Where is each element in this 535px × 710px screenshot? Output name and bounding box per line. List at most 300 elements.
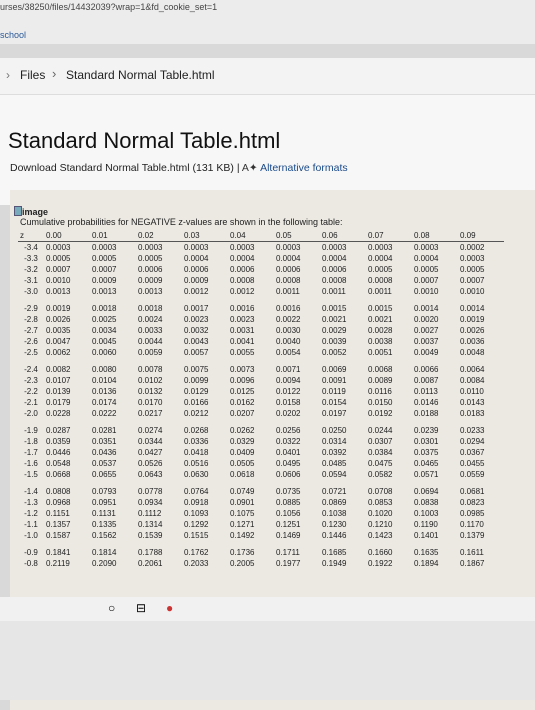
probability-cell: 0.1492 bbox=[230, 531, 255, 540]
z-value-cell: -1.1 bbox=[24, 520, 38, 529]
probability-cell: 0.0808 bbox=[46, 487, 71, 496]
probability-cell: 0.0162 bbox=[230, 398, 255, 407]
probability-cell: 0.1894 bbox=[414, 559, 439, 568]
probability-cell: 0.0179 bbox=[46, 398, 71, 407]
probability-cell: 0.1469 bbox=[276, 531, 301, 540]
probability-cell: 0.1814 bbox=[92, 548, 117, 557]
probability-cell: 0.0047 bbox=[46, 337, 71, 346]
probability-cell: 0.1314 bbox=[138, 520, 163, 529]
probability-cell: 0.0099 bbox=[184, 376, 209, 385]
probability-cell: 0.1170 bbox=[460, 520, 484, 529]
probability-cell: 0.0007 bbox=[92, 265, 117, 274]
probability-cell: 0.0051 bbox=[368, 348, 393, 357]
probability-cell: 0.0256 bbox=[276, 426, 301, 435]
z-value-cell: -2.3 bbox=[24, 376, 38, 385]
probability-cell: 0.0089 bbox=[368, 376, 393, 385]
probability-cell: 0.0003 bbox=[138, 243, 163, 252]
probability-cell: 0.1038 bbox=[322, 509, 347, 518]
probability-cell: 0.0154 bbox=[322, 398, 347, 407]
probability-cell: 0.0643 bbox=[138, 470, 163, 479]
z-value-cell: -3.3 bbox=[24, 254, 38, 263]
probability-cell: 0.0618 bbox=[230, 470, 255, 479]
probability-cell: 0.0132 bbox=[138, 387, 163, 396]
probability-cell: 0.0122 bbox=[276, 387, 301, 396]
probability-cell: 0.0010 bbox=[460, 287, 485, 296]
table-row bbox=[18, 558, 504, 569]
probability-cell: 0.0244 bbox=[368, 426, 393, 435]
column-header: 0.04 bbox=[228, 230, 274, 242]
z-value-cell: -1.6 bbox=[24, 459, 38, 468]
table-row bbox=[18, 425, 504, 436]
z-value-cell: -0.9 bbox=[24, 548, 38, 557]
probability-cell: 0.1788 bbox=[138, 548, 163, 557]
probability-cell: 0.0059 bbox=[138, 348, 163, 357]
probability-cell: 0.0015 bbox=[368, 304, 393, 313]
probability-cell: 0.0038 bbox=[368, 337, 393, 346]
probability-cell: 0.2005 bbox=[230, 559, 255, 568]
table-row bbox=[18, 325, 504, 336]
table-row bbox=[18, 408, 504, 419]
probability-cell: 0.0060 bbox=[92, 348, 117, 357]
probability-cell: 0.2119 bbox=[46, 559, 70, 568]
probability-cell: 0.0012 bbox=[230, 287, 255, 296]
probability-cell: 0.0594 bbox=[322, 470, 347, 479]
probability-cell: 0.0446 bbox=[46, 448, 71, 457]
probability-cell: 0.1151 bbox=[46, 509, 70, 518]
probability-cell: 0.0721 bbox=[322, 487, 347, 496]
probability-cell: 0.0024 bbox=[138, 315, 163, 324]
probability-cell: 0.0016 bbox=[276, 304, 301, 313]
probability-cell: 0.0013 bbox=[46, 287, 71, 296]
probability-cell: 0.0023 bbox=[230, 315, 255, 324]
breadcrumb-files-link[interactable]: Files bbox=[20, 68, 46, 82]
probability-cell: 0.1611 bbox=[460, 548, 484, 557]
probability-cell: 0.0014 bbox=[414, 304, 439, 313]
probability-cell: 0.0104 bbox=[92, 376, 117, 385]
table-header-row bbox=[18, 230, 504, 242]
z-value-cell: -2.9 bbox=[24, 304, 38, 313]
search-icon[interactable]: ○ bbox=[108, 601, 116, 615]
table-row bbox=[18, 519, 504, 530]
probability-cell: 0.0505 bbox=[230, 459, 255, 468]
z-value-cell: -3.4 bbox=[24, 243, 38, 252]
probability-cell: 0.0655 bbox=[92, 470, 117, 479]
probability-cell: 0.0009 bbox=[138, 276, 163, 285]
probability-cell: 0.1230 bbox=[322, 520, 347, 529]
probability-cell: 0.0069 bbox=[322, 365, 347, 374]
table-row bbox=[18, 486, 504, 497]
probability-cell: 0.0004 bbox=[184, 254, 209, 263]
probability-cell: 0.0003 bbox=[322, 243, 347, 252]
probability-cell: 0.0475 bbox=[368, 459, 393, 468]
probability-cell: 0.0025 bbox=[92, 315, 117, 324]
probability-cell: 0.0003 bbox=[414, 243, 439, 252]
table-row bbox=[18, 375, 504, 386]
probability-cell: 0.0485 bbox=[322, 459, 347, 468]
z-value-cell: -2.2 bbox=[24, 387, 38, 396]
probability-cell: 0.0287 bbox=[46, 426, 71, 435]
probability-cell: 0.0009 bbox=[92, 276, 117, 285]
probability-cell: 0.0384 bbox=[368, 448, 393, 457]
probability-cell: 0.0694 bbox=[414, 487, 439, 496]
probability-cell: 0.0735 bbox=[276, 487, 301, 496]
z-value-cell: -1.3 bbox=[24, 498, 38, 507]
probability-cell: 0.0869 bbox=[322, 498, 347, 507]
column-header: 0.03 bbox=[182, 230, 228, 242]
probability-cell: 0.0427 bbox=[138, 448, 163, 457]
probability-cell: 0.0188 bbox=[414, 409, 439, 418]
probability-cell: 0.0537 bbox=[92, 459, 117, 468]
probability-cell: 0.1762 bbox=[184, 548, 209, 557]
table-caption: Cumulative probabilities for NEGATIVE z-values are shown in the following table: bbox=[20, 217, 343, 227]
chrome-icon[interactable]: ● bbox=[166, 601, 174, 615]
probability-cell: 0.0068 bbox=[368, 365, 393, 374]
breadcrumb-current: Standard Normal Table.html bbox=[66, 68, 215, 82]
probability-cell: 0.0007 bbox=[414, 276, 439, 285]
probability-cell: 0.0018 bbox=[92, 304, 117, 313]
download-link[interactable]: Download Standard Normal Table.html (131 KB) bbox=[10, 162, 234, 174]
probability-cell: 0.1112 bbox=[138, 509, 162, 518]
z-value-cell: -1.7 bbox=[24, 448, 38, 457]
image-label: image bbox=[22, 207, 49, 217]
probability-cell: 0.0516 bbox=[184, 459, 209, 468]
z-value-cell: -1.8 bbox=[24, 437, 38, 446]
probability-cell: 0.0207 bbox=[230, 409, 255, 418]
probability-cell: 0.0455 bbox=[460, 459, 485, 468]
probability-cell: 0.0004 bbox=[368, 254, 393, 263]
probability-cell: 0.0392 bbox=[322, 448, 347, 457]
z-value-cell: -2.1 bbox=[24, 398, 38, 407]
probability-cell: 0.0013 bbox=[92, 287, 117, 296]
probability-cell: 0.0918 bbox=[184, 498, 209, 507]
probability-cell: 0.0049 bbox=[414, 348, 439, 357]
probability-cell: 0.0006 bbox=[138, 265, 163, 274]
probability-cell: 0.0107 bbox=[46, 376, 71, 385]
chevron-right-icon: › bbox=[6, 68, 10, 82]
probability-cell: 0.0495 bbox=[276, 459, 301, 468]
probability-cell: 0.0054 bbox=[276, 348, 301, 357]
probability-cell: 0.0073 bbox=[230, 365, 255, 374]
probability-cell: 0.0985 bbox=[460, 509, 485, 518]
probability-cell: 0.0062 bbox=[46, 348, 71, 357]
alternative-formats-icon[interactable]: A✦ bbox=[241, 162, 258, 174]
table-row bbox=[18, 336, 504, 347]
column-header: 0.01 bbox=[90, 230, 136, 242]
probability-cell: 0.0037 bbox=[414, 337, 439, 346]
probability-cell: 0.0015 bbox=[322, 304, 347, 313]
probability-cell: 0.0548 bbox=[46, 459, 71, 468]
probability-cell: 0.1711 bbox=[276, 548, 300, 557]
probability-cell: 0.0010 bbox=[414, 287, 439, 296]
probability-cell: 0.0119 bbox=[322, 387, 346, 396]
z-value-cell: -1.4 bbox=[24, 487, 38, 496]
probability-cell: 0.0033 bbox=[138, 326, 163, 335]
probability-cell: 0.0029 bbox=[322, 326, 347, 335]
probability-cell: 0.0091 bbox=[322, 376, 347, 385]
probability-cell: 0.1357 bbox=[46, 520, 71, 529]
column-header: 0.09 bbox=[458, 230, 504, 242]
probability-cell: 0.0003 bbox=[184, 243, 209, 252]
download-row bbox=[10, 162, 348, 174]
probability-cell: 0.1093 bbox=[184, 509, 209, 518]
probability-cell: 0.0401 bbox=[276, 448, 301, 457]
probability-cell: 0.0202 bbox=[276, 409, 301, 418]
probability-cell: 0.0668 bbox=[46, 470, 71, 479]
probability-cell: 0.1271 bbox=[230, 520, 255, 529]
chevron-right-icon: › bbox=[52, 66, 57, 81]
probability-cell: 0.1736 bbox=[230, 548, 255, 557]
table-row bbox=[18, 508, 504, 519]
probability-cell: 0.1190 bbox=[414, 520, 438, 529]
probability-cell: 0.0009 bbox=[184, 276, 209, 285]
probability-cell: 0.0139 bbox=[46, 387, 71, 396]
probability-cell: 0.0110 bbox=[460, 387, 484, 396]
alternative-formats-link[interactable]: Alternative formats bbox=[260, 162, 348, 174]
probability-cell: 0.0003 bbox=[460, 254, 485, 263]
probability-cell: 0.0006 bbox=[322, 265, 347, 274]
divider: | bbox=[236, 162, 242, 174]
probability-cell: 0.0018 bbox=[138, 304, 163, 313]
probability-cell: 0.0023 bbox=[184, 315, 209, 324]
probability-cell: 0.0951 bbox=[92, 498, 117, 507]
probability-cell: 0.0281 bbox=[92, 426, 117, 435]
probability-cell: 0.0026 bbox=[46, 315, 71, 324]
probability-cell: 0.0262 bbox=[230, 426, 255, 435]
probability-cell: 0.0359 bbox=[46, 437, 71, 446]
probability-cell: 0.0170 bbox=[138, 398, 163, 407]
probability-cell: 0.0222 bbox=[92, 409, 117, 418]
school-bookmark[interactable]: school bbox=[0, 30, 27, 40]
probability-cell: 0.0125 bbox=[230, 387, 255, 396]
probability-cell: 0.0233 bbox=[460, 426, 485, 435]
probability-cell: 0.0793 bbox=[92, 487, 117, 496]
probability-cell: 0.0136 bbox=[92, 387, 117, 396]
probability-cell: 0.1635 bbox=[414, 548, 439, 557]
probability-cell: 0.0020 bbox=[414, 315, 439, 324]
task-view-icon[interactable]: ⊟ bbox=[136, 601, 147, 615]
probability-cell: 0.1660 bbox=[368, 548, 393, 557]
table-row bbox=[18, 447, 504, 458]
probability-cell: 0.1003 bbox=[414, 509, 439, 518]
probability-cell: 0.0003 bbox=[230, 243, 255, 252]
probability-cell: 0.0008 bbox=[322, 276, 347, 285]
probability-cell: 0.0102 bbox=[138, 376, 163, 385]
table-row bbox=[18, 364, 504, 375]
probability-cell: 0.0228 bbox=[46, 409, 71, 418]
probability-cell: 0.0057 bbox=[184, 348, 209, 357]
column-header: 0.08 bbox=[412, 230, 458, 242]
probability-cell: 0.0571 bbox=[414, 470, 439, 479]
probability-cell: 0.0436 bbox=[92, 448, 117, 457]
z-value-cell: -2.8 bbox=[24, 315, 38, 324]
probability-cell: 0.1685 bbox=[322, 548, 347, 557]
probability-cell: 0.0778 bbox=[138, 487, 163, 496]
probability-cell: 0.0838 bbox=[414, 498, 439, 507]
table-row bbox=[18, 469, 504, 480]
probability-cell: 0.0080 bbox=[92, 365, 117, 374]
probability-cell: 0.0764 bbox=[184, 487, 209, 496]
column-header: 0.00 bbox=[44, 230, 90, 242]
z-value-cell: -2.4 bbox=[24, 365, 38, 374]
table-row bbox=[18, 303, 504, 314]
page-title: Standard Normal Table.html bbox=[8, 128, 281, 153]
probability-cell: 0.0003 bbox=[276, 243, 301, 252]
z-value-cell: -3.0 bbox=[24, 287, 38, 296]
table-row bbox=[18, 497, 504, 508]
probability-cell: 0.1423 bbox=[368, 531, 393, 540]
column-header: z bbox=[18, 230, 44, 242]
probability-cell: 0.0087 bbox=[414, 376, 439, 385]
column-header: 0.06 bbox=[320, 230, 366, 242]
probability-cell: 0.0019 bbox=[460, 315, 485, 324]
probability-cell: 0.0030 bbox=[276, 326, 301, 335]
table-row bbox=[18, 436, 504, 447]
probability-cell: 0.0005 bbox=[414, 265, 439, 274]
probability-cell: 0.0526 bbox=[138, 459, 163, 468]
probability-cell: 0.0028 bbox=[368, 326, 393, 335]
probability-cell: 0.1335 bbox=[92, 520, 117, 529]
probability-cell: 0.0006 bbox=[276, 265, 301, 274]
probability-cell: 0.1379 bbox=[460, 531, 485, 540]
probability-cell: 0.0005 bbox=[368, 265, 393, 274]
probability-cell: 0.0582 bbox=[368, 470, 393, 479]
probability-cell: 0.0150 bbox=[368, 398, 393, 407]
probability-cell: 0.0052 bbox=[322, 348, 347, 357]
probability-cell: 0.0014 bbox=[460, 304, 485, 313]
probability-cell: 0.0853 bbox=[368, 498, 393, 507]
probability-cell: 0.0006 bbox=[230, 265, 255, 274]
z-value-cell: -1.5 bbox=[24, 470, 38, 479]
z-value-cell: -2.5 bbox=[24, 348, 38, 357]
probability-cell: 0.0351 bbox=[92, 437, 117, 446]
probability-cell: 0.0005 bbox=[46, 254, 71, 263]
probability-cell: 0.0002 bbox=[460, 243, 485, 252]
probability-cell: 0.0032 bbox=[184, 326, 209, 335]
probability-cell: 0.0934 bbox=[138, 498, 163, 507]
probability-cell: 0.0113 bbox=[414, 387, 438, 396]
probability-cell: 0.0004 bbox=[276, 254, 301, 263]
probability-cell: 0.0022 bbox=[276, 315, 301, 324]
probability-cell: 0.0749 bbox=[230, 487, 255, 496]
z-value-cell: -1.9 bbox=[24, 426, 38, 435]
probability-cell: 0.0329 bbox=[230, 437, 255, 446]
probability-cell: 0.1075 bbox=[230, 509, 255, 518]
probability-cell: 0.0082 bbox=[46, 365, 71, 374]
probability-cell: 0.0071 bbox=[276, 365, 301, 374]
probability-cell: 0.0008 bbox=[276, 276, 301, 285]
probability-cell: 0.0008 bbox=[230, 276, 255, 285]
probability-cell: 0.0094 bbox=[276, 376, 301, 385]
probability-cell: 0.0301 bbox=[414, 437, 439, 446]
table-row bbox=[18, 530, 504, 541]
probability-cell: 0.0606 bbox=[276, 470, 301, 479]
probability-cell: 0.1446 bbox=[322, 531, 347, 540]
taskbar bbox=[0, 597, 535, 621]
probability-cell: 0.0007 bbox=[46, 265, 71, 274]
probability-cell: 0.0026 bbox=[460, 326, 485, 335]
probability-cell: 0.0075 bbox=[184, 365, 209, 374]
probability-cell: 0.1020 bbox=[368, 509, 393, 518]
probability-cell: 0.0011 bbox=[276, 287, 300, 296]
probability-cell: 0.0307 bbox=[368, 437, 393, 446]
probability-cell: 0.1922 bbox=[368, 559, 393, 568]
probability-cell: 0.1562 bbox=[92, 531, 117, 540]
probability-cell: 0.0019 bbox=[46, 304, 71, 313]
probability-cell: 0.0375 bbox=[414, 448, 439, 457]
probability-cell: 0.0036 bbox=[460, 337, 485, 346]
screen-bottom bbox=[0, 621, 535, 700]
table-row bbox=[18, 347, 504, 358]
probability-cell: 0.0005 bbox=[138, 254, 163, 263]
probability-cell: 0.1401 bbox=[414, 531, 439, 540]
image-icon bbox=[14, 206, 22, 216]
probability-cell: 0.0344 bbox=[138, 437, 163, 446]
probability-cell: 0.1251 bbox=[276, 520, 301, 529]
probability-cell: 0.0007 bbox=[460, 276, 485, 285]
probability-cell: 0.0367 bbox=[460, 448, 485, 457]
probability-cell: 0.0146 bbox=[414, 398, 439, 407]
probability-cell: 0.0192 bbox=[368, 409, 393, 418]
url-text[interactable]: urses/38250/files/14432039?wrap=1&fd_cookie_set=1 bbox=[0, 2, 218, 12]
browser-address-bar[interactable] bbox=[0, 0, 535, 44]
z-value-cell: -2.7 bbox=[24, 326, 38, 335]
table-row bbox=[18, 397, 504, 408]
table-row bbox=[18, 547, 504, 558]
probability-cell: 0.0418 bbox=[184, 448, 209, 457]
z-value-cell: -2.6 bbox=[24, 337, 38, 346]
probability-cell: 0.0012 bbox=[184, 287, 209, 296]
probability-cell: 0.0630 bbox=[184, 470, 209, 479]
probability-cell: 0.0064 bbox=[460, 365, 485, 374]
probability-cell: 0.0066 bbox=[414, 365, 439, 374]
probability-cell: 0.0035 bbox=[46, 326, 71, 335]
column-header: 0.07 bbox=[366, 230, 412, 242]
probability-cell: 0.0006 bbox=[184, 265, 209, 274]
probability-cell: 0.0183 bbox=[460, 409, 485, 418]
probability-cell: 0.0041 bbox=[230, 337, 255, 346]
column-header: 0.05 bbox=[274, 230, 320, 242]
table-row bbox=[18, 314, 504, 325]
table-row bbox=[18, 286, 504, 297]
probability-cell: 0.0212 bbox=[184, 409, 209, 418]
probability-cell: 0.0901 bbox=[230, 498, 255, 507]
breadcrumb bbox=[0, 58, 535, 95]
probability-cell: 0.0096 bbox=[230, 376, 255, 385]
probability-cell: 0.0143 bbox=[460, 398, 485, 407]
probability-cell: 0.0116 bbox=[368, 387, 392, 396]
probability-cell: 0.0968 bbox=[46, 498, 71, 507]
probability-cell: 0.0322 bbox=[276, 437, 301, 446]
probability-cell: 0.2090 bbox=[92, 559, 117, 568]
column-header: 0.02 bbox=[136, 230, 182, 242]
probability-cell: 0.0043 bbox=[184, 337, 209, 346]
probability-cell: 0.0021 bbox=[322, 315, 347, 324]
probability-cell: 0.0268 bbox=[184, 426, 209, 435]
probability-cell: 0.0003 bbox=[46, 243, 71, 252]
probability-cell: 0.0011 bbox=[322, 287, 346, 296]
probability-cell: 0.0021 bbox=[368, 315, 393, 324]
probability-cell: 0.0314 bbox=[322, 437, 347, 446]
probability-cell: 0.0217 bbox=[138, 409, 163, 418]
probability-cell: 0.0166 bbox=[184, 398, 209, 407]
probability-cell: 0.0017 bbox=[184, 304, 209, 313]
probability-cell: 0.0003 bbox=[368, 243, 393, 252]
probability-cell: 0.0004 bbox=[230, 254, 255, 263]
probability-cell: 0.0045 bbox=[92, 337, 117, 346]
probability-cell: 0.0003 bbox=[92, 243, 117, 252]
probability-cell: 0.0005 bbox=[460, 265, 485, 274]
probability-cell: 0.0016 bbox=[230, 304, 255, 313]
